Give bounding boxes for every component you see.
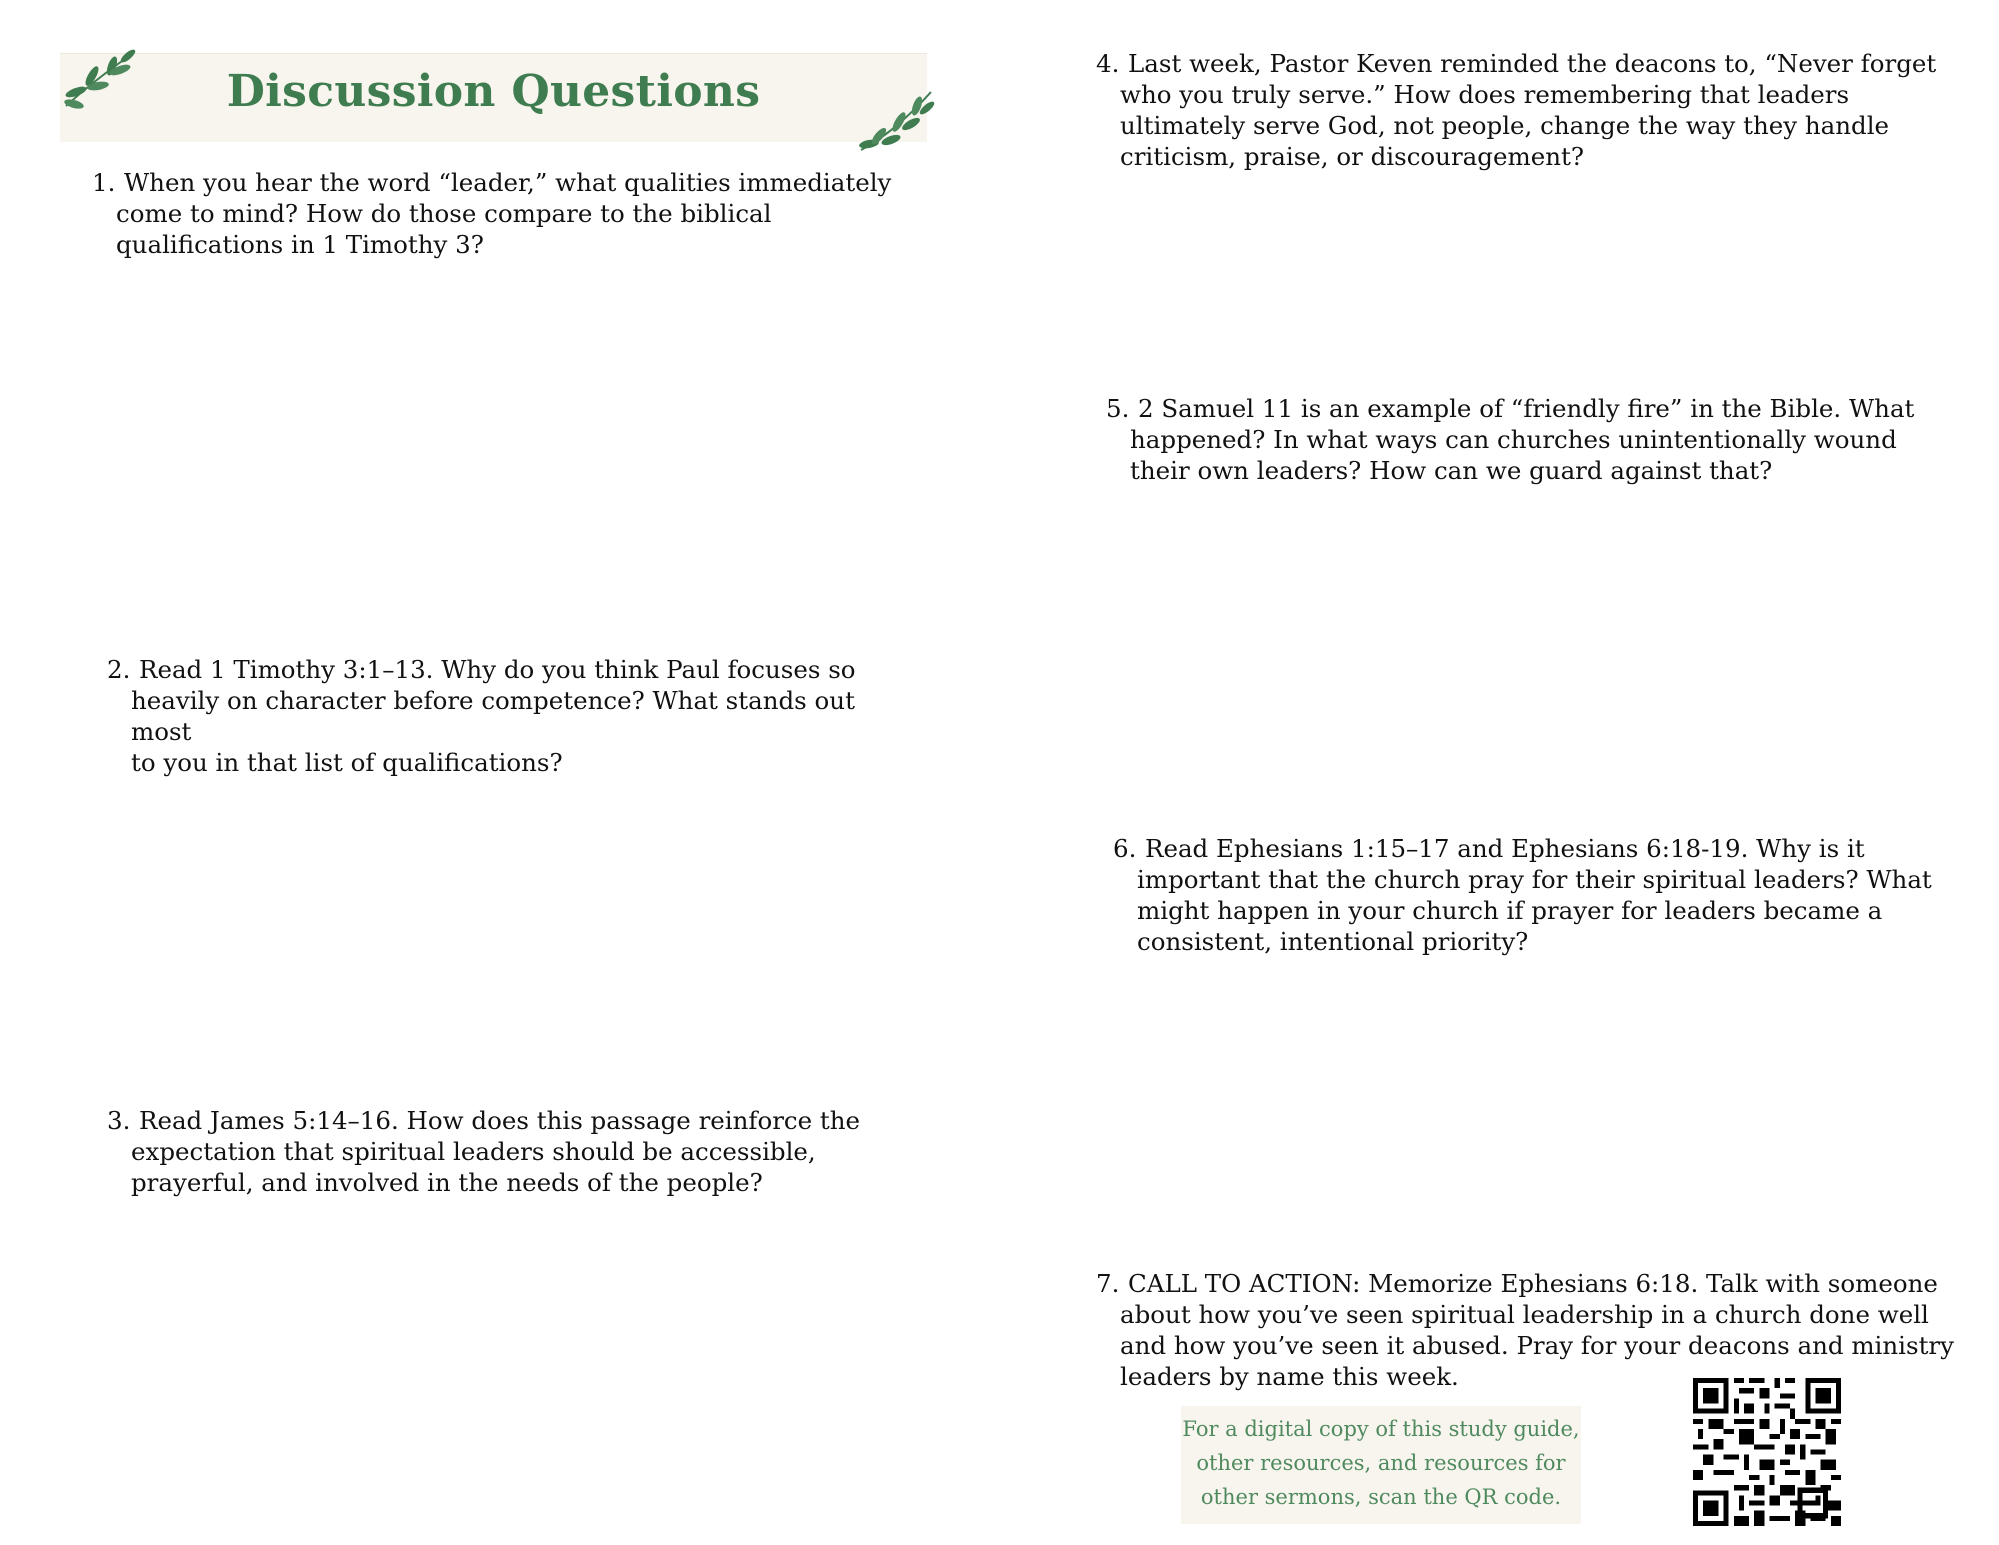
question-line: Read Ephesians 1:15–17 and Ephesians 6:18-19. Why is it: [1145, 834, 1865, 863]
note-line: other sermons, scan the QR code.: [1200, 1485, 1562, 1509]
question-number: 1.: [92, 168, 116, 197]
page-title: Discussion Questions: [226, 66, 761, 117]
question-line: heavily on character before competence? What stands out most: [131, 686, 855, 746]
question-line: qualifications in 1 Timothy 3?: [116, 230, 484, 259]
question-line: Last week, Pastor Keven reminded the deacons to, “Never forget: [1128, 49, 1937, 78]
question-6: [1113, 833, 1983, 957]
question-line: to you in that list of qualifications?: [131, 748, 563, 777]
question-line: prayerful, and involved in the needs of the people?: [131, 1168, 763, 1197]
question-line: consistent, intentional priority?: [1137, 927, 1529, 956]
question-line: expectation that spiritual leaders should be accessible,: [131, 1137, 816, 1166]
question-line: about how you’ve seen spiritual leadership in a church done well: [1120, 1300, 1929, 1329]
question-line: Read 1 Timothy 3:1–13. Why do you think Paul focuses so: [139, 655, 856, 684]
question-line: leaders by name this week.: [1120, 1362, 1459, 1391]
question-number: 5.: [1106, 394, 1130, 423]
question-line: important that the church pray for their spiritual leaders? What: [1137, 865, 1932, 894]
question-line: Read James 5:14–16. How does this passage reinforce the: [139, 1106, 861, 1135]
digital-copy-note: [1181, 1406, 1581, 1524]
question-line: CALL TO ACTION: Memorize Ephesians 6:18. Talk with someone: [1128, 1269, 1938, 1298]
question-4: [1096, 48, 1976, 172]
question-3: [107, 1105, 907, 1198]
question-2: [107, 654, 907, 778]
note-line: For a digital copy of this study guide,: [1182, 1417, 1580, 1441]
question-line: happened? In what ways can churches unintentionally wound: [1130, 425, 1897, 454]
question-line: When you hear the word “leader,” what qualities immediately: [124, 168, 892, 197]
question-line: 2 Samuel 11 is an example of “friendly fire” in the Bible. What: [1138, 394, 1915, 423]
question-line: criticism, praise, or discouragement?: [1120, 142, 1584, 171]
question-line: and how you’ve seen it abused. Pray for your deacons and ministry: [1120, 1331, 1954, 1360]
question-line: ultimately serve God, not people, change the way they handle: [1120, 111, 1890, 140]
question-number: 4.: [1096, 49, 1120, 78]
question-number: 6.: [1113, 834, 1137, 863]
question-5: [1106, 393, 1976, 486]
question-number: 3.: [107, 1106, 131, 1135]
qr-code-icon[interactable]: [1693, 1378, 1841, 1526]
question-line: might happen in your church if prayer for leaders became a: [1137, 896, 1883, 925]
question-line: come to mind? How do those compare to the biblical: [116, 199, 772, 228]
question-1: [92, 167, 892, 260]
question-line: who you truly serve.” How does remembering that leaders: [1120, 80, 1850, 109]
question-7: [1096, 1268, 1986, 1392]
question-number: 7.: [1096, 1269, 1120, 1298]
question-line: their own leaders? How can we guard against that?: [1130, 456, 1773, 485]
note-line: other resources, and resources for: [1196, 1451, 1566, 1475]
question-number: 2.: [107, 655, 131, 684]
